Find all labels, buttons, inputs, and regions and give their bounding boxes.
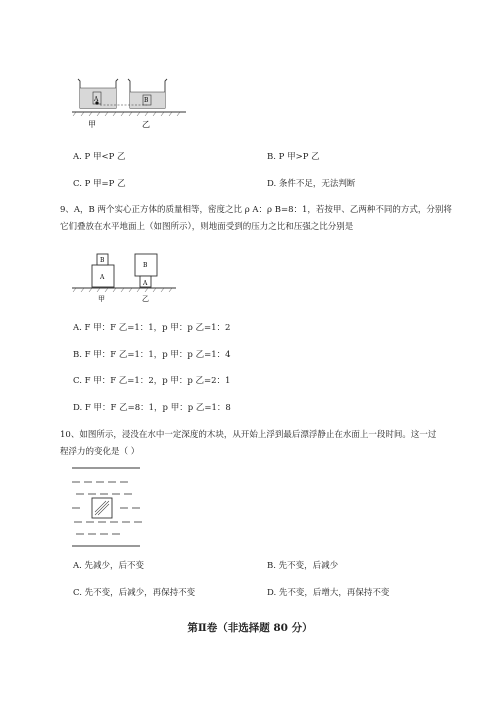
water-block-figure — [70, 464, 146, 548]
q9-stem-line1: 9、A，B 两个实心正方体的质量相等，密度之比 ρ A：ρ B=8：1，若按甲、乙两种不同的方式，分别将 — [60, 205, 452, 215]
stacked-cubes-figure — [70, 250, 180, 306]
q8-option-d: D. 条件不足，无法判断 — [267, 179, 356, 189]
beaker-right-caption: 乙 — [142, 120, 150, 129]
cubes-left-caption: 甲 — [98, 295, 105, 303]
section-2-title: 第Ⅱ卷（非选择题 80 分） — [187, 622, 313, 634]
q10-stem-line1: 10、如图所示，浸没在水中一定深度的木块，从开始上浮到最后漂浮静止在水面上一段时间。这一过 — [60, 430, 437, 440]
cube-b-label-right: B — [143, 262, 148, 269]
beakers-figure — [70, 74, 190, 134]
q9-option-b: B. F 甲：F 乙=1：1，p 甲：p 乙=1：4 — [73, 350, 231, 360]
cube-a-label-right: A — [143, 280, 148, 287]
beaker-b-label: B — [144, 97, 149, 104]
q9-stem-line2: 它们叠放在水平地面上（如图所示），则地面受到的压力之比和压强之比分别是 — [60, 222, 354, 232]
q8-option-a: A. P 甲<P 乙 — [73, 152, 126, 162]
q10-stem-line2: 程浮力的变化是（ ） — [60, 447, 140, 457]
q9-option-d: D. F 甲：F 乙=8：1，p 甲：p 乙=1：8 — [73, 403, 231, 413]
q9-option-a: A. F 甲：F 乙=1：1，p 甲：p 乙=1：2 — [73, 323, 231, 333]
q8-option-c: C. P 甲=P 乙 — [73, 179, 126, 189]
q10-option-c: C. 先不变，后减少，再保持不变 — [73, 588, 196, 598]
q10-option-d: D. 先不变，后增大，再保持不变 — [267, 588, 390, 598]
beaker-left-caption: 甲 — [88, 120, 96, 129]
cubes-right-caption: 乙 — [142, 295, 149, 303]
q9-option-c: C. F 甲：F 乙=1：2，p 甲：p 乙=2：1 — [73, 376, 231, 386]
q8-option-b: B. P 甲>P 乙 — [267, 152, 320, 162]
q10-option-a: A. 先减少，后不变 — [73, 561, 145, 571]
q10-option-b: B. 先不变，后减少 — [267, 561, 339, 571]
cube-b-label-left: B — [100, 257, 105, 264]
cube-a-label-left: A — [100, 274, 105, 281]
beaker-a-label: A — [94, 96, 99, 103]
